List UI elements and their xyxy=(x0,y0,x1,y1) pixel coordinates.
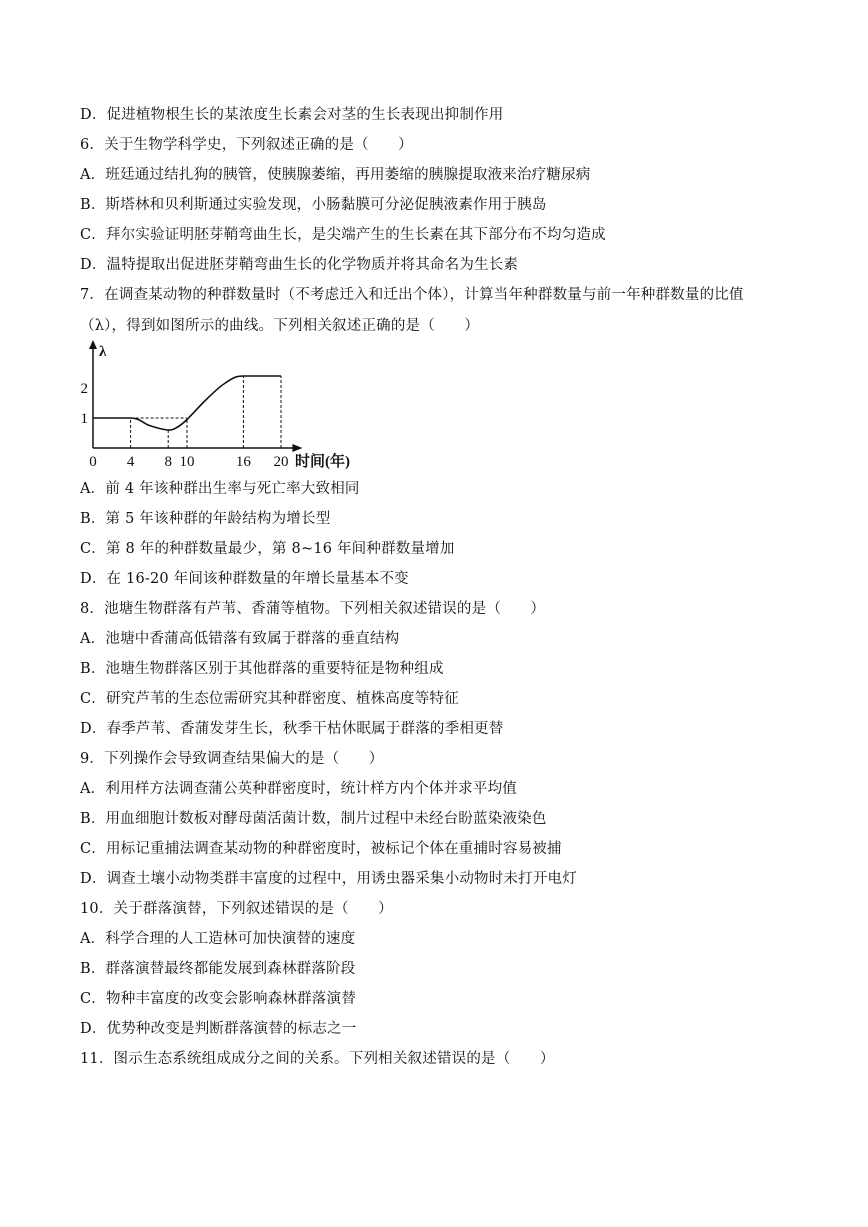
text-line: D．促进植物根生长的某浓度生长素会对茎的生长表现出抑制作用 xyxy=(80,107,504,123)
text-line: B．斯塔林和贝利斯通过实验发现，小肠黏膜可分泌促胰液素作用于胰岛 xyxy=(80,197,547,213)
x-tick-label: 4 xyxy=(126,454,135,470)
text-line: C．拜尔实验证明胚芽鞘弯曲生长，是尖端产生的生长素在其下部分布不均匀造成 xyxy=(80,227,606,243)
text-line: C．物种丰富度的改变会影响森林群落演替 xyxy=(80,991,356,1007)
text-line: D．温特提取出促进胚芽鞘弯曲生长的化学物质并将其命名为生长素 xyxy=(80,257,519,273)
text-line: B．第 5 年该种群的年龄结构为增长型 xyxy=(80,511,331,527)
text-line: D．春季芦苇、香蒲发芽生长，秋季干枯休眠属于群落的季相更替 xyxy=(80,721,504,737)
text-line: D．在 16-20 年间该种群数量的年增长量基本不变 xyxy=(80,571,409,587)
text-line: C．第 8 年的种群数量最少，第 8~16 年间种群数量增加 xyxy=(80,541,455,557)
x-axis-label: 时间(年) xyxy=(295,454,350,470)
text-line: C．研究芦苇的生态位需研究其种群密度、植株高度等特征 xyxy=(80,691,459,707)
text-line: 9．下列操作会导致调查结果偏大的是（ ） xyxy=(80,751,384,767)
text-line: 6．关于生物学科学史，下列叙述正确的是（ ） xyxy=(80,137,413,153)
text-line: B．群落演替最终都能发展到森林群落阶段 xyxy=(80,961,356,977)
x-axis-arrow xyxy=(292,444,302,452)
y-axis-label: λ xyxy=(99,344,107,360)
y-tick-label: 2 xyxy=(80,381,88,397)
text-line: A．班廷通过结扎狗的胰管，使胰腺萎缩，再用萎缩的胰腺提取液来治疗糖尿病 xyxy=(80,167,591,183)
text-line: A．科学合理的人工造林可加快演替的速度 xyxy=(80,931,356,947)
text-line: A．池塘中香蒲高低错落有致属于群落的垂直结构 xyxy=(80,631,400,647)
text-line: B．池塘生物群落区别于其他群落的重要特征是物种组成 xyxy=(80,661,444,677)
text-line: C．用标记重捕法调查某动物的种群密度时，被标记个体在重捕时容易被捕 xyxy=(80,841,562,857)
x-tick-label: 10 xyxy=(179,454,195,470)
y-axis-arrow xyxy=(89,340,97,349)
x-tick-label: 8 xyxy=(164,454,172,470)
text-line: B．用血细胞计数板对酵母菌活菌计数，制片过程中未经台盼蓝染液染色 xyxy=(80,811,547,827)
text-line: A．利用样方法调查蒲公英种群密度时，统计样方内个体并求平均值 xyxy=(80,781,517,797)
text-line: A．前 4 年该种群出生率与死亡率大致相同 xyxy=(80,481,360,497)
text-line: 10．关于群落演替，下列叙述错误的是（ ） xyxy=(80,901,393,917)
text-line: D．优势种改变是判断群落演替的标志之一 xyxy=(80,1021,357,1037)
text-line: 8．池塘生物群落有芦苇、香蒲等植物。下列相关叙述错误的是（ ） xyxy=(80,601,546,617)
x-tick-label: 16 xyxy=(235,454,251,470)
text-line: 7．在调查某动物的种群数量时（不考虑迁入和迁出个体），计算当年种群数量与前一年种群数量的比值 xyxy=(80,287,744,303)
y-tick-label: 1 xyxy=(80,411,88,427)
x-tick-label: 20 xyxy=(273,454,289,470)
text-line: （λ），得到如图所示的曲线。下列相关叙述正确的是（ ） xyxy=(80,318,480,334)
text-line: D．调查土壤小动物类群丰富度的过程中，用诱虫器采集小动物时未打开电灯 xyxy=(80,871,577,887)
x-tick-label: 0 xyxy=(89,454,97,470)
lambda-time-chart xyxy=(78,340,388,470)
text-line: 11．图示生态系统组成成分之间的关系。下列相关叙述错误的是（ ） xyxy=(80,1051,555,1067)
